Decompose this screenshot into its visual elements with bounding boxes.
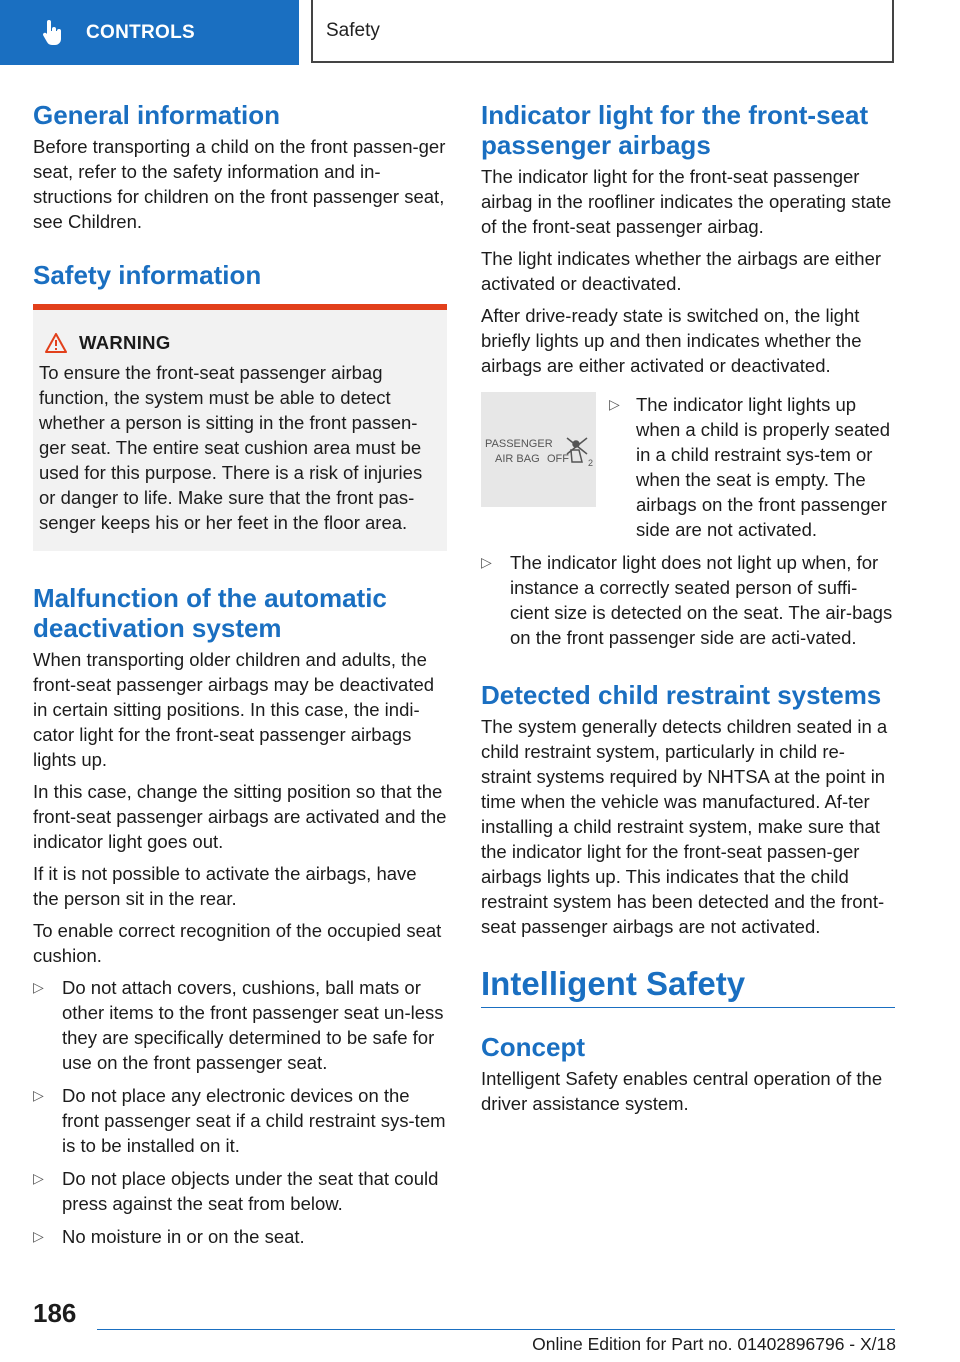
indicator-list — [481, 550, 895, 650]
detected-systems-heading: Detected child restraint systems — [481, 680, 882, 710]
tab-label: CONTROLS — [86, 21, 196, 43]
warning-triangle-icon — [45, 333, 67, 353]
concept-text: Intelligent Safety enables central operation of the driver assistance system. — [481, 1068, 883, 1114]
concept-heading: Concept — [481, 1032, 585, 1062]
list-item: ▷ No moisture in or on the seat. — [33, 1226, 305, 1247]
svg-text:OFF: OFF — [547, 453, 569, 465]
indicator-paragraph-2: The light indicates whether the airbags are either activated or deactivated. — [481, 248, 882, 294]
list-item: ▷ Do not place any electronic devices on the front passenger seat if a child restraint sys-tem is to be installed on it. — [33, 1085, 446, 1156]
detected-systems-text: The system generally detects children seated in a child restraint system, particularly in child re-straint systems required by NHTSA at the point in time when the vehicle was manufactured. Af-ter installing a child restraint system, make sure that the indicator light for the front-seat passen-ger airbags lights up. This indicates that the child restraint system has been detected and the front-seat passenger airbags are not activated. — [481, 716, 888, 937]
intelligent-safety-heading: Intelligent Safety — [481, 965, 895, 1008]
section-title: Safety — [326, 19, 380, 41]
general-information-text: Before transporting a child on the front passen-ger seat, refer to the safety information and in-structions for children on the front passenger seat, see Children. — [33, 136, 446, 232]
footer-divider — [97, 1329, 895, 1330]
triangle-bullet-icon: ▷ — [33, 1170, 44, 1186]
triangle-bullet-icon: ▷ — [609, 396, 620, 412]
malfunction-heading: Malfunction of the automatic deactivation system — [33, 583, 387, 643]
triangle-bullet-icon: ▷ — [33, 979, 44, 995]
list-item: ▷ Do not place objects under the seat that could press against the seat from below. — [33, 1168, 439, 1214]
page-number: 186 — [33, 1298, 77, 1328]
malfunction-paragraph-2: In this case, change the sitting position so that the front-seat passenger airbags are activated and the indicator light goes out. — [33, 781, 447, 852]
malfunction-paragraph-1: When transporting older children and adults, the front-seat passenger airbags may be deactivated in certain sitting positions. In this case, the indi-cator light for the front-seat passenger airbags lights up. — [33, 649, 435, 770]
general-information-heading: General information — [33, 100, 281, 130]
list-item: ▷ The indicator light does not light up when, for instance a correctly seated person of suffi-cient size is detected on the seat. The air-bags on the front passenger side are acti-vated. — [481, 552, 893, 648]
indicator-light-heading: Indicator light for the front-seat passenger airbags — [481, 100, 869, 160]
list-item: ▷ Do not attach covers, cushions, ball mats or other items to the front passenger seat un-less they are specifically determined to be safe for use on the front passenger seat. — [33, 977, 444, 1073]
edition-note: Online Edition for Part no. 01402896796 - X/18 — [532, 1334, 896, 1354]
triangle-bullet-icon: ▷ — [33, 1087, 44, 1103]
safety-information-heading: Safety information — [33, 260, 262, 290]
indicator-paragraph-3: After drive-ready state is switched on, the light briefly lights up and then indicates whether the airbags are either activated or deactivated. — [481, 305, 862, 376]
right-column — [481, 100, 895, 1123]
left-column — [33, 100, 447, 1257]
section-header — [311, 0, 894, 63]
warning-label: WARNING — [79, 332, 171, 353]
triangle-bullet-icon: ▷ — [481, 554, 492, 570]
warning-text: To ensure the front-seat passenger airbag function, the system must be able to detect whether a person is sitting in the front passen-ger seat. The entire seat cushion area must be used for this purpose. There is a risk of injuries or danger to life. Make sure that the front pas-senger keeps his or her feet in the floor area. — [39, 362, 423, 533]
warning-box — [33, 304, 447, 551]
passenger-airbag-off-figure — [481, 392, 596, 507]
seat-rules-list — [33, 975, 447, 1249]
svg-text:AIR BAG: AIR BAG — [495, 453, 540, 465]
indicator-figure-row — [481, 392, 895, 542]
malfunction-paragraph-4: To enable correct recognition of the occupied seat cushion. — [33, 920, 442, 966]
passenger-airbag-off-illustration — [481, 392, 596, 507]
triangle-bullet-icon: ▷ — [33, 1228, 44, 1244]
pointing-hand-icon — [38, 19, 66, 47]
seat-occupant-icon — [567, 438, 587, 462]
indicator-paragraph-1: The indicator light for the front-seat passenger airbag in the roofliner indicates the operating state of the front-seat passenger airbag. — [481, 166, 892, 237]
list-item: ▷ The indicator light lights up when a child is properly seated in a child restraint sys-tem or when the seat is empty. The airbags on the front passenger side are not activated. — [609, 394, 891, 540]
section-tab-controls[interactable] — [0, 0, 299, 65]
svg-text:2: 2 — [588, 458, 594, 468]
malfunction-paragraph-3: If it is not possible to activate the airbags, have the person sit in the rear. — [33, 863, 417, 909]
svg-text:PASSENGER: PASSENGER — [485, 438, 553, 450]
